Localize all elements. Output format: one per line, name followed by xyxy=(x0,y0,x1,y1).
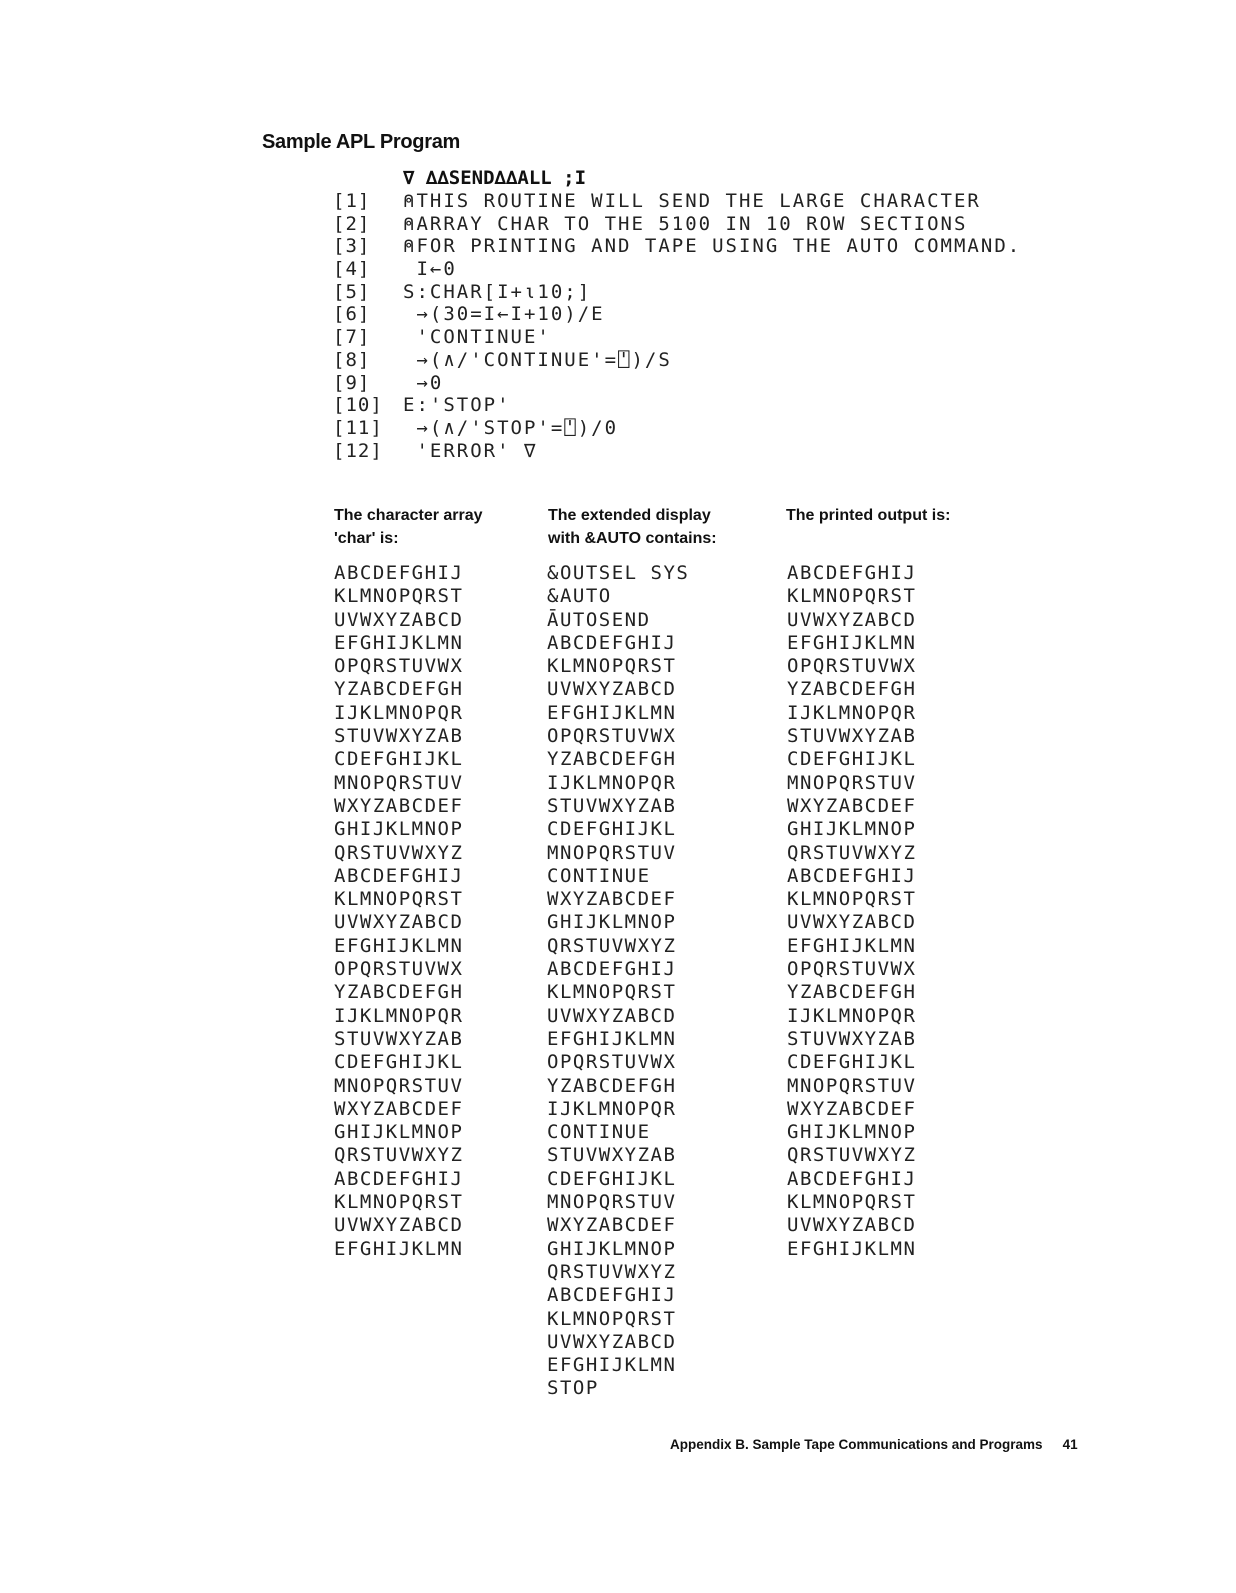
line-number: [5] xyxy=(333,280,371,303)
extended-display-row: QRSTUVWXYZ xyxy=(547,934,677,957)
line-number: [12] xyxy=(333,439,383,462)
char-array-row: STUVWXYZAB xyxy=(334,1027,464,1050)
extended-display-row: UVWXYZABCD xyxy=(547,678,677,701)
line-code: 'CONTINUE' xyxy=(403,326,551,349)
printed-output-heading-line2: The printed output is: xyxy=(786,507,951,524)
extended-display-row: OPQRSTUVWX xyxy=(547,725,677,748)
page-title: Sample APL Program xyxy=(262,131,460,153)
line-code: →0 xyxy=(403,371,444,394)
program-line xyxy=(333,213,1021,236)
char-array-row: UVWXYZABCD xyxy=(334,911,464,934)
line-code: ⍝FOR PRINTING AND TAPE USING THE AUTO COMMAND. xyxy=(403,235,1022,258)
page-footer xyxy=(670,1437,1078,1452)
char-array-heading-line2: 'char' is: xyxy=(334,530,399,547)
extended-display-row: MNOPQRSTUV xyxy=(547,1191,677,1214)
extended-display-row: WXYZABCDEF xyxy=(547,1214,677,1237)
extended-display-heading xyxy=(548,504,717,550)
char-array-row: EFGHIJKLMN xyxy=(334,631,464,654)
line-number: [11] xyxy=(333,416,383,439)
extended-display-row: GHIJKLMNOP xyxy=(547,911,677,934)
program-line xyxy=(333,326,1021,349)
extended-display-row: CDEFGHIJKL xyxy=(547,1167,677,1190)
extended-display-heading-line1: The extended display xyxy=(548,507,711,524)
line-code: E:'STOP' xyxy=(403,394,511,417)
printed-output-row: QRSTUVWXYZ xyxy=(787,1144,917,1167)
line-code: ⍝THIS ROUTINE WILL SEND THE LARGE CHARACTER xyxy=(403,190,981,212)
char-array-row: ABCDEFGHIJ xyxy=(334,864,464,887)
line-code: ⍝ARRAY CHAR TO THE 5100 IN 10 ROW SECTIONS xyxy=(403,212,968,235)
char-array-row: UVWXYZABCD xyxy=(334,1214,464,1237)
extended-display-row: KLMNOPQRST xyxy=(547,1307,677,1330)
printed-output-row: IJKLMNOPQR xyxy=(787,1004,917,1027)
printed-output-row: KLMNOPQRST xyxy=(787,888,917,911)
line-number: [7] xyxy=(333,326,371,349)
program-line xyxy=(333,440,1021,463)
printed-output-row: STUVWXYZAB xyxy=(787,1027,917,1050)
program-line xyxy=(333,349,1021,372)
line-number: [6] xyxy=(333,303,371,326)
line-code: S:CHAR[I+⍳10;] xyxy=(403,280,592,303)
extended-display-row: YZABCDEFGH xyxy=(547,1074,677,1097)
char-array-row: CDEFGHIJKL xyxy=(334,748,464,771)
printed-output-row: UVWXYZABCD xyxy=(787,911,917,934)
printed-output-row: YZABCDEFGH xyxy=(787,981,917,1004)
line-number: [8] xyxy=(333,348,371,371)
char-array-row: MNOPQRSTUV xyxy=(334,771,464,794)
extended-display-row: UVWXYZABCD xyxy=(547,1330,677,1353)
line-code: →(∧/'STOP'=⍞)/0 xyxy=(403,416,619,439)
printed-output-row: UVWXYZABCD xyxy=(787,608,917,631)
line-code: →(∧/'CONTINUE'=⍞)/S xyxy=(403,348,672,371)
extended-display-row: ABCDEFGHIJ xyxy=(547,958,677,981)
printed-output-row: IJKLMNOPQR xyxy=(787,701,917,724)
extended-display-row: OPQRSTUVWX xyxy=(547,1051,677,1074)
printed-output-row: KLMNOPQRST xyxy=(787,585,917,608)
char-array-row: WXYZABCDEF xyxy=(334,1097,464,1120)
printed-output-row: CDEFGHIJKL xyxy=(787,748,917,771)
extended-display-row: IJKLMNOPQR xyxy=(547,771,677,794)
printed-output-row: ABCDEFGHIJ xyxy=(787,1167,917,1190)
printed-output-row: ABCDEFGHIJ xyxy=(787,562,917,584)
char-array-row: MNOPQRSTUV xyxy=(334,1074,464,1097)
printed-output-row: EFGHIJKLMN xyxy=(787,1237,917,1260)
extended-display-column xyxy=(547,562,689,1401)
extended-display-row: ABCDEFGHIJ xyxy=(547,1284,677,1307)
char-array-column xyxy=(334,562,463,1261)
extended-display-row: MNOPQRSTUV xyxy=(547,841,677,864)
char-array-heading-line1: The character array xyxy=(334,507,483,524)
char-array-row: EFGHIJKLMN xyxy=(334,1237,464,1260)
line-number: [9] xyxy=(333,371,371,394)
printed-output-row: EFGHIJKLMN xyxy=(787,934,917,957)
printed-output-row: OPQRSTUVWX xyxy=(787,958,917,981)
char-array-row: ABCDEFGHIJ xyxy=(334,562,464,584)
printed-output-row: KLMNOPQRST xyxy=(787,1191,917,1214)
extended-display-row: STOP xyxy=(547,1377,599,1400)
line-number: [3] xyxy=(333,235,371,258)
char-array-heading xyxy=(334,504,483,550)
extended-display-row: ĀUTOSEND xyxy=(547,608,651,631)
printed-output-row: OPQRSTUVWX xyxy=(787,655,917,678)
extended-display-row: &AUTO xyxy=(547,585,612,608)
program-line xyxy=(333,394,1021,417)
extended-display-row: ABCDEFGHIJ xyxy=(547,631,677,654)
extended-display-row: WXYZABCDEF xyxy=(547,888,677,911)
char-array-row: OPQRSTUVWX xyxy=(334,958,464,981)
extended-display-row: STUVWXYZAB xyxy=(547,794,677,817)
program-line xyxy=(333,235,1021,258)
char-array-row: QRSTUVWXYZ xyxy=(334,841,464,864)
printed-output-row: GHIJKLMNOP xyxy=(787,1121,917,1144)
program-line xyxy=(333,372,1021,395)
extended-display-row: KLMNOPQRST xyxy=(547,655,677,678)
extended-display-row: YZABCDEFGH xyxy=(547,748,677,771)
extended-display-row: CONTINUE xyxy=(547,864,651,887)
extended-display-row: KLMNOPQRST xyxy=(547,981,677,1004)
extended-display-row: EFGHIJKLMN xyxy=(547,1027,677,1050)
printed-output-column xyxy=(787,562,916,1261)
printed-output-row: EFGHIJKLMN xyxy=(787,631,917,654)
extended-display-row: &OUTSEL SYS xyxy=(547,562,690,584)
printed-output-row: ABCDEFGHIJ xyxy=(787,864,917,887)
printed-output-heading xyxy=(786,504,950,527)
program-line xyxy=(333,258,1021,281)
char-array-row: EFGHIJKLMN xyxy=(334,934,464,957)
printed-output-row: CDEFGHIJKL xyxy=(787,1051,917,1074)
line-number: [2] xyxy=(333,212,371,235)
char-array-row: IJKLMNOPQR xyxy=(334,701,464,724)
printed-output-row: GHIJKLMNOP xyxy=(787,818,917,841)
line-number: [10] xyxy=(333,394,383,417)
char-array-row: CDEFGHIJKL xyxy=(334,1051,464,1074)
printed-output-row: MNOPQRSTUV xyxy=(787,771,917,794)
char-array-row: OPQRSTUVWX xyxy=(334,655,464,678)
program-line xyxy=(333,417,1021,440)
line-number: [1] xyxy=(333,190,371,212)
char-array-row: UVWXYZABCD xyxy=(334,608,464,631)
line-code: 'ERROR' ∇ xyxy=(403,439,538,462)
char-array-row: QRSTUVWXYZ xyxy=(334,1144,464,1167)
char-array-row: IJKLMNOPQR xyxy=(334,1004,464,1027)
printed-output-row: QRSTUVWXYZ xyxy=(787,841,917,864)
char-array-row: WXYZABCDEF xyxy=(334,794,464,817)
program-line xyxy=(333,303,1021,326)
extended-display-row: QRSTUVWXYZ xyxy=(547,1260,677,1283)
extended-display-row: EFGHIJKLMN xyxy=(547,1354,677,1377)
program-listing xyxy=(333,190,1021,462)
page-number: 41 xyxy=(1062,1437,1078,1452)
char-array-row: GHIJKLMNOP xyxy=(334,818,464,841)
printed-output-row: WXYZABCDEF xyxy=(787,1097,917,1120)
char-array-row: STUVWXYZAB xyxy=(334,725,464,748)
char-array-row: ABCDEFGHIJ xyxy=(334,1167,464,1190)
char-array-row: KLMNOPQRST xyxy=(334,1191,464,1214)
extended-display-row: EFGHIJKLMN xyxy=(547,701,677,724)
extended-display-row: UVWXYZABCD xyxy=(547,1004,677,1027)
extended-display-row: STUVWXYZAB xyxy=(547,1144,677,1167)
line-code: I←0 xyxy=(403,258,457,281)
extended-display-row: IJKLMNOPQR xyxy=(547,1097,677,1120)
extended-display-row: CDEFGHIJKL xyxy=(547,818,677,841)
char-array-row: KLMNOPQRST xyxy=(334,585,464,608)
line-code: →(30=I←I+10)/E xyxy=(403,303,605,326)
program-line xyxy=(333,190,1021,213)
line-number: [4] xyxy=(333,258,371,281)
program-line xyxy=(333,281,1021,304)
char-array-row: KLMNOPQRST xyxy=(334,888,464,911)
char-array-row: YZABCDEFGH xyxy=(334,678,464,701)
printed-output-row: MNOPQRSTUV xyxy=(787,1074,917,1097)
char-array-row: GHIJKLMNOP xyxy=(334,1121,464,1144)
extended-display-heading-line2: with &AUTO contains: xyxy=(548,530,717,547)
extended-display-row: GHIJKLMNOP xyxy=(547,1237,677,1260)
footer-text: Appendix B. Sample Tape Communications and Programs xyxy=(670,1437,1043,1452)
function-header: ∇ ∆∆SEND∆∆ALL ;I xyxy=(403,167,587,189)
printed-output-row: YZABCDEFGH xyxy=(787,678,917,701)
printed-output-row: STUVWXYZAB xyxy=(787,725,917,748)
printed-output-row: WXYZABCDEF xyxy=(787,794,917,817)
printed-output-row: UVWXYZABCD xyxy=(787,1214,917,1237)
char-array-row: YZABCDEFGH xyxy=(334,981,464,1004)
extended-display-row: CONTINUE xyxy=(547,1121,651,1144)
